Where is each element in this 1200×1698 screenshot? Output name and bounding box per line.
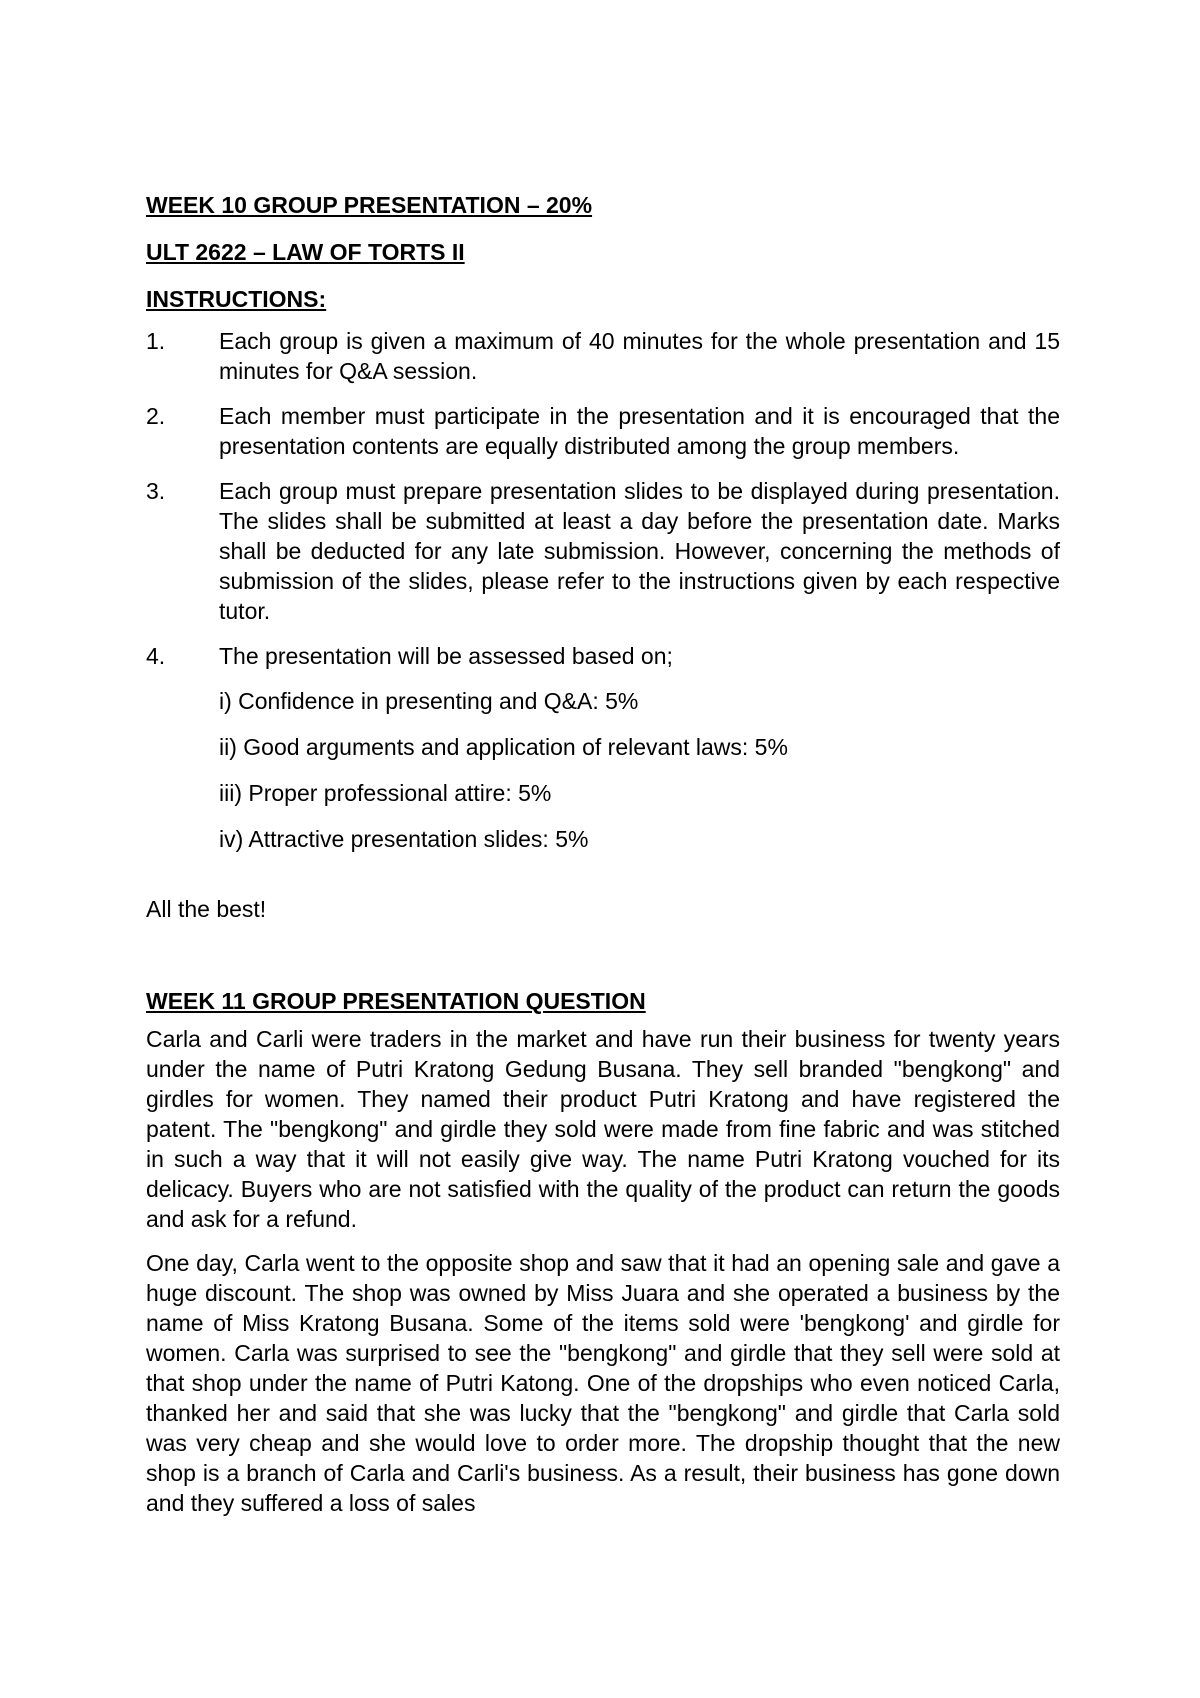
instruction-number: 1. xyxy=(146,328,166,354)
criterion-slides: iv) Attractive presentation slides: 5% xyxy=(219,826,589,852)
instruction-number: 4. xyxy=(146,643,166,669)
week10-title: WEEK 10 GROUP PRESENTATION – 20% xyxy=(146,192,593,218)
question-paragraph: One day, Carla went to the opposite shop and saw that it had an opening sale and gave a huge discount. The shop was owned by Miss Juara and she operated a business by the name of Miss Kratong Busana. Some of the items sold were 'bengkong' and girdle for women. Carla was surprised to see the "bengkong" and girdle that they sell were sold at that shop under the name of Putri Katong. One of the dropships who even noticed Carla, thanked her and said that she was lucky that the "bengkong" and girdle that Carla sold was very cheap and she would love to order more. The dropship thought that the new shop is a branch of Carla and Carli's business. As a result, their business has gone down and they suffered a loss of sales xyxy=(146,1250,1060,1516)
instruction-number: 2. xyxy=(146,403,166,429)
criterion-arguments: ii) Good arguments and application of relevant laws: 5% xyxy=(219,734,788,760)
assessment-criteria xyxy=(219,686,1060,854)
instruction-text: Each group must prepare presentation slides to be displayed during presentation. The slides shall be submitted at least a day before the presentation date. Marks shall be deducted for any late submission. However, concerning the methods of submission of the slides, please refer to the instructions given by each respective tutor. xyxy=(219,478,1060,624)
instructions-heading: INSTRUCTIONS: xyxy=(146,286,327,312)
criterion-confidence: i) Confidence in presenting and Q&A: 5% xyxy=(219,688,639,714)
week11-title: WEEK 11 GROUP PRESENTATION QUESTION xyxy=(146,988,646,1014)
instruction-text: Each group is given a maximum of 40 minutes for the whole presentation and 15 minutes for Q&A session. xyxy=(219,328,1060,384)
instruction-item xyxy=(146,641,1060,671)
instruction-item xyxy=(146,476,1060,626)
criterion-attire: iii) Proper professional attire: 5% xyxy=(219,780,552,806)
instruction-item xyxy=(146,401,1060,461)
instruction-text: Each member must participate in the presentation and it is encouraged that the presentation contents are equally distributed among the group members. xyxy=(219,403,1060,459)
course-title: ULT 2622 – LAW OF TORTS II xyxy=(146,239,465,265)
instructions-list xyxy=(146,326,1060,671)
instruction-number: 3. xyxy=(146,478,166,504)
document-body xyxy=(146,190,1060,1532)
closing-line: All the best! xyxy=(146,896,267,922)
instruction-text: The presentation will be assessed based on; xyxy=(219,643,673,669)
question-paragraph: Carla and Carli were traders in the market and have run their business for twenty years under the name of Putri Kratong Gedung Busana. They sell branded "bengkong" and girdles for women. They named their product Putri Kratong and have registered the patent. The "bengkong" and girdle they sold were made from fine fabric and was stitched in such a way that it will not easily give way. The name Putri Kratong vouched for its delicacy. Buyers who are not satisfied with the quality of the product can return the goods and ask for a refund. xyxy=(146,1026,1060,1232)
instruction-item xyxy=(146,326,1060,386)
